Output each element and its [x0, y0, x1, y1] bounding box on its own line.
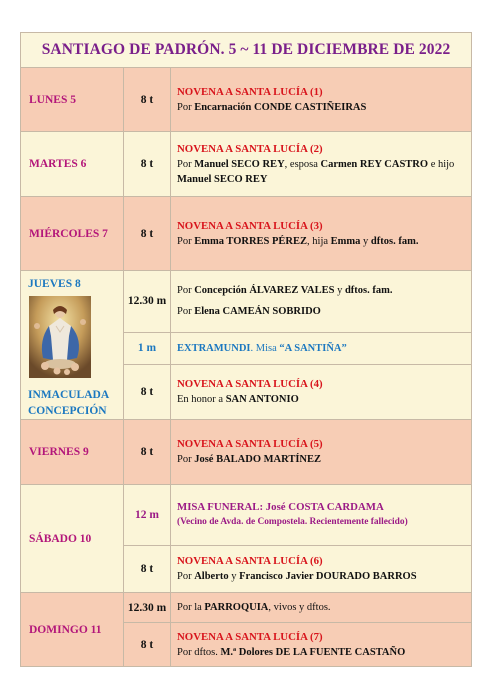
day-label: SÁBADO 10 [21, 485, 124, 593]
mass-title: NOVENA A SANTA LUCÍA (7) [177, 630, 323, 643]
mass-description [171, 485, 472, 546]
mass-title: NOVENA A SANTA LUCÍA (6) [177, 555, 323, 567]
day-label: LUNES 5 [21, 68, 124, 132]
mass-time: 1 m [124, 332, 171, 364]
schedule-table [20, 32, 472, 667]
mass-intention: Por Encarnación CONDE CASTIÑEIRAS [177, 101, 367, 113]
mass-description [171, 197, 472, 271]
mass-time: 8 t [124, 68, 171, 132]
mass-time: 12.30 m [124, 593, 171, 623]
mass-intention: Por Elena CAMEÁN SOBRIDO [177, 306, 321, 318]
mass-description [171, 364, 472, 419]
mass-time: 8 t [124, 546, 171, 593]
table-row [21, 485, 472, 546]
mass-time: 12 m [124, 485, 171, 546]
mass-description: EXTRAMUNDI. Misa “A SANTIÑA” [171, 332, 472, 364]
day-label: MARTES 6 [21, 132, 124, 197]
mass-time: 8 t [124, 623, 171, 667]
mass-time: 8 t [124, 364, 171, 419]
schedule-title: SANTIAGO DE PADRÓN. 5 ~ 11 DE DICIEMBRE DE 2022 [21, 33, 472, 68]
day-cell-jueves [21, 271, 124, 420]
table-row [21, 68, 472, 132]
mass-description: Por la PARROQUIA, vivos y dftos. [171, 593, 472, 623]
mass-description [171, 546, 472, 593]
mass-title: NOVENA A SANTA LUCÍA (4) [177, 377, 323, 390]
day-label: DOMINGO 11 [21, 593, 124, 667]
day-label: VIERNES 9 [21, 420, 124, 485]
mass-time: 8 t [124, 132, 171, 197]
mass-time: 8 t [124, 420, 171, 485]
table-row [21, 271, 472, 333]
day-label: JUEVES 8 [28, 278, 81, 290]
inmaculada-painting-icon [29, 296, 91, 378]
mass-description [171, 271, 472, 333]
title-row [21, 33, 472, 68]
feast-label: INMACULADA CONCEPCIÓN [28, 389, 110, 417]
mass-intention: Por Alberto y Francisco Javier DOURADO BARROS [177, 571, 417, 582]
mass-note: (Vecino de Avda. de Compostela. Recientemente fallecido) [177, 517, 408, 527]
table-row [21, 593, 472, 623]
mass-title: NOVENA A SANTA LUCÍA (5) [177, 438, 323, 450]
mass-title: MISA FUNERAL: José COSTA CARDAMA [177, 501, 384, 513]
mass-title: NOVENA A SANTA LUCÍA (1) [177, 85, 323, 98]
mass-description [171, 623, 472, 667]
mass-time: 8 t [124, 197, 171, 271]
mass-title: NOVENA A SANTA LUCÍA (2) [177, 142, 323, 155]
mass-description [171, 420, 472, 485]
mass-description [171, 68, 472, 132]
mass-intention: Por José BALADO MARTÍNEZ [177, 454, 322, 465]
day-label: MIÉRCOLES 7 [21, 197, 124, 271]
mass-intention: Por Concepción ÁLVAREZ VALES y dftos. fam. [177, 285, 393, 297]
table-row [21, 420, 472, 485]
table-row [21, 132, 472, 197]
mass-intention: Por Manuel SECO REY, esposa Carmen REY CASTRO e hijo Manuel SECO REY [177, 158, 455, 185]
mass-intention: Por Emma TORRES PÉREZ, hija Emma y dftos. fam. [177, 235, 419, 247]
mass-time: 12.30 m [124, 271, 171, 333]
table-row [21, 197, 472, 271]
mass-intention: En honor a SAN ANTONIO [177, 393, 299, 405]
mass-title: NOVENA A SANTA LUCÍA (3) [177, 219, 323, 232]
mass-intention: Por dftos. M.ª Dolores DE LA FUENTE CASTAÑO [177, 646, 406, 658]
mass-description [171, 132, 472, 197]
